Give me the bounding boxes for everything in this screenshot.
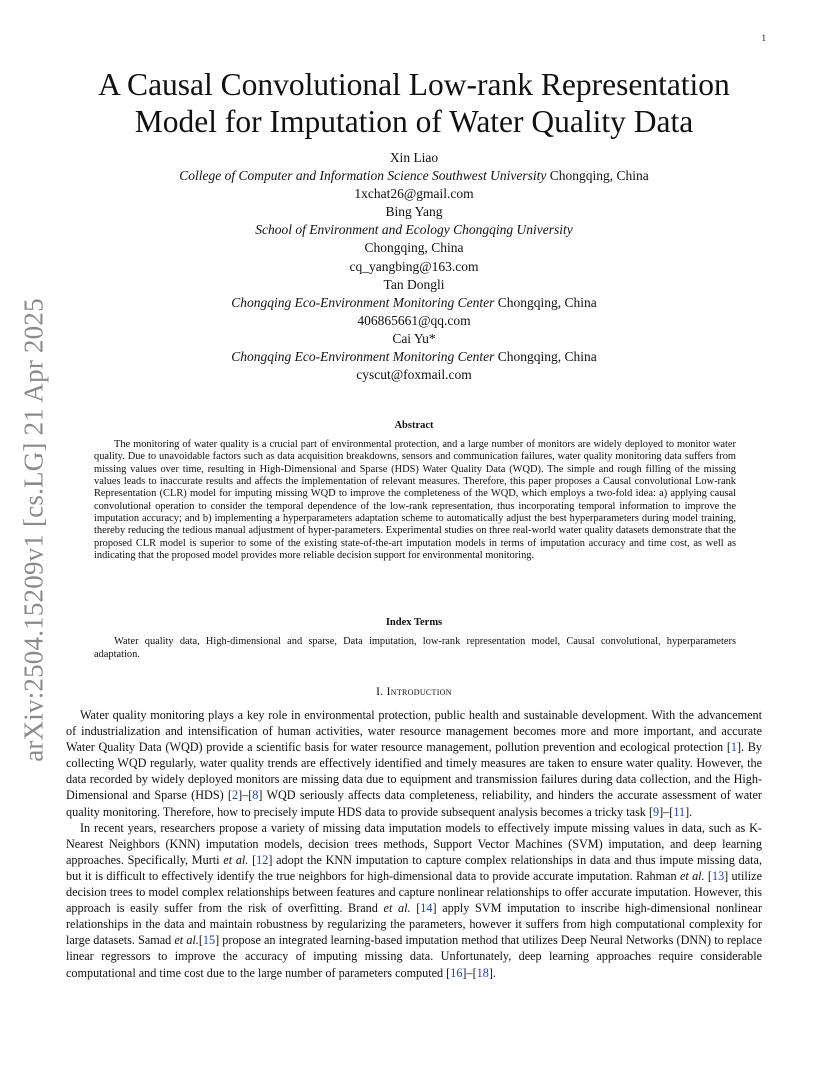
arxiv-stamp: arXiv:2504.15209v1 [cs.LG] 21 Apr 2025 — [18, 298, 49, 762]
paragraph: Water quality monitoring plays a key role in environmental protection, public health and sustainable development. With the advancement of industrialization and intensification of human activities, water resource management becomes more and more important, and accurate Water Quality Data (WQD) provide a scientific basis for water resource management, pollution prevention and ecological protection [1]. By collecting WQD regularly, water quality trends are effectively identified and timely measures are taken to ensure water quality. However, the data recorded by widely deployed monitors are missing data due to equipment and transmission failures during data collection, and the High-Dimensional and Sparse (HDS) [2]–[8] WQD seriously affects data completeness, reliability, and hinders the accurate assessment of water quality monitoring. Therefore, how to precisely impute HDS data to provide subsequent analysis becomes a tricky task [9]–[11]. — [66, 708, 762, 819]
abstract-text: The monitoring of water quality is a crucial part of environmental protection, and a large number of monitors are widely deployed to monitor water quality. Due to unavoidable factors such as data acquisition breakdowns, sensors and communication failures, water quality monitoring data suffers from missing values over time, resulting in High-Dimensional and Sparse (HDS) Water Quality Data (WQD). The simple and rough filling of the missing values leads to inaccurate results and affects the implementation of relevant measures. Therefore, this paper proposes a Causal convolutional Low-rank Representation (CLR) model for imputing missing WQD to improve the completeness of the WQD, which employs a two-fold idea: a) applying causal convolutional operation to consider the temporal dependence of the low-rank representation, thus incorporating temporal information to improve the imputation accuracy; and b) implementing a hyperparameters adaptation scheme to automatically adjust the best hyperparameters during model training, thereby reducing the tedious manual adjustment of hyper-parameters. Experimental studies on three real-world water quality datasets demonstrate that the proposed CLR model is superior to some of the existing state-of-the-art imputation models in terms of imputation accuracy and time cost, as well as indicating that the proposed model provides more reliable decision support for environmental monitoring. — [94, 439, 736, 562]
introduction-body — [66, 707, 762, 981]
author-name: Xin Liao — [389, 150, 439, 165]
citation-link[interactable]: 8 — [252, 788, 259, 803]
citation-link[interactable]: 16 — [450, 965, 463, 980]
citation-link[interactable]: 9 — [653, 804, 660, 819]
citation-link[interactable]: 1 — [730, 740, 737, 755]
author-affiliation: Chongqing Eco-Environment Monitoring Center Chongqing, China — [231, 349, 597, 365]
citation-link[interactable]: 18 — [476, 965, 489, 980]
citation-link[interactable]: 11 — [673, 804, 686, 819]
author-affiliation-location: Chongqing, China — [364, 240, 464, 256]
index-terms-heading: Index Terms — [385, 617, 443, 628]
author-email: cyscut@foxmail.com — [356, 367, 472, 383]
author-email: 406865661@qq.com — [357, 312, 471, 328]
citation-link[interactable]: 15 — [202, 933, 216, 948]
author-affiliation: School of Environment and Ecology Chongqing University — [255, 222, 573, 238]
author-email: 1xchat26@gmail.com — [354, 186, 474, 202]
citation-link[interactable]: 14 — [420, 901, 433, 916]
citation-link[interactable]: 12 — [256, 852, 269, 867]
abstract-heading: Abstract — [394, 420, 434, 431]
paragraph: In recent years, researchers propose a variety of missing data imputation models to effectively impute missing values in data, such as K-Nearest Neighbors (KNN) imputation models, decision trees methods, Support Vector Machines (SVM) imputation, and deep learning approaches. Specifically, Murti et al. [12] adopt the KNN imputation to capture complex relationships in data and thus impute missing data, but it is difficult to effectively identify the true neighbors for high-dimensional data to provide accurate imputation. Rahman et al. [13] utilize decision trees to model complex relationships between features and capture nonlinear relationships to offer accurate imputation. However, this approach is easily suffer from the risk of overfitting. Brand et al. [14] apply SVM imputation to inscribe high-dimensional nonlinear relationships in the data and maintain robustness by regularizing the parameters, however it suffers from high computational complexity for large datasets. Samad et al.[15] propose an integrated learning-based imputation method that utilizes Deep Neural Networks (DNN) to replace linear regressors to improve the accuracy of imputing missing data. Unfortunately, deep learning approaches require considerable computational and time cost due to the large number of parameters computed [16]–[18]. — [66, 820, 763, 980]
author-affiliation: College of Computer and Information Science Southwest University Chongqing, China — [179, 168, 649, 184]
author-email: cq_yangbing@163.com — [349, 258, 479, 274]
author-affiliation: Chongqing Eco-Environment Monitoring Center Chongqing, China — [231, 294, 597, 310]
author-name: Cai Yu* — [392, 330, 436, 346]
index-terms-text: Water quality data, High-dimensional and sparse, Data imputation, low-rank representation model, Causal convolutional, hyperparameters adaptation. — [94, 636, 736, 660]
paper-title: A Causal Convolutional Low-rank Representation Model for Imputation of Water Quality Data — [98, 67, 730, 139]
author-name: Bing Yang — [385, 204, 443, 220]
citation-link[interactable]: 13 — [711, 868, 725, 883]
author-name: Tan Dongli — [383, 276, 445, 292]
citation-link[interactable]: 2 — [231, 788, 239, 803]
author-block — [90, 149, 738, 384]
section-heading-introduction: I. Introduction — [376, 686, 452, 698]
page-number: 1 — [761, 33, 766, 43]
